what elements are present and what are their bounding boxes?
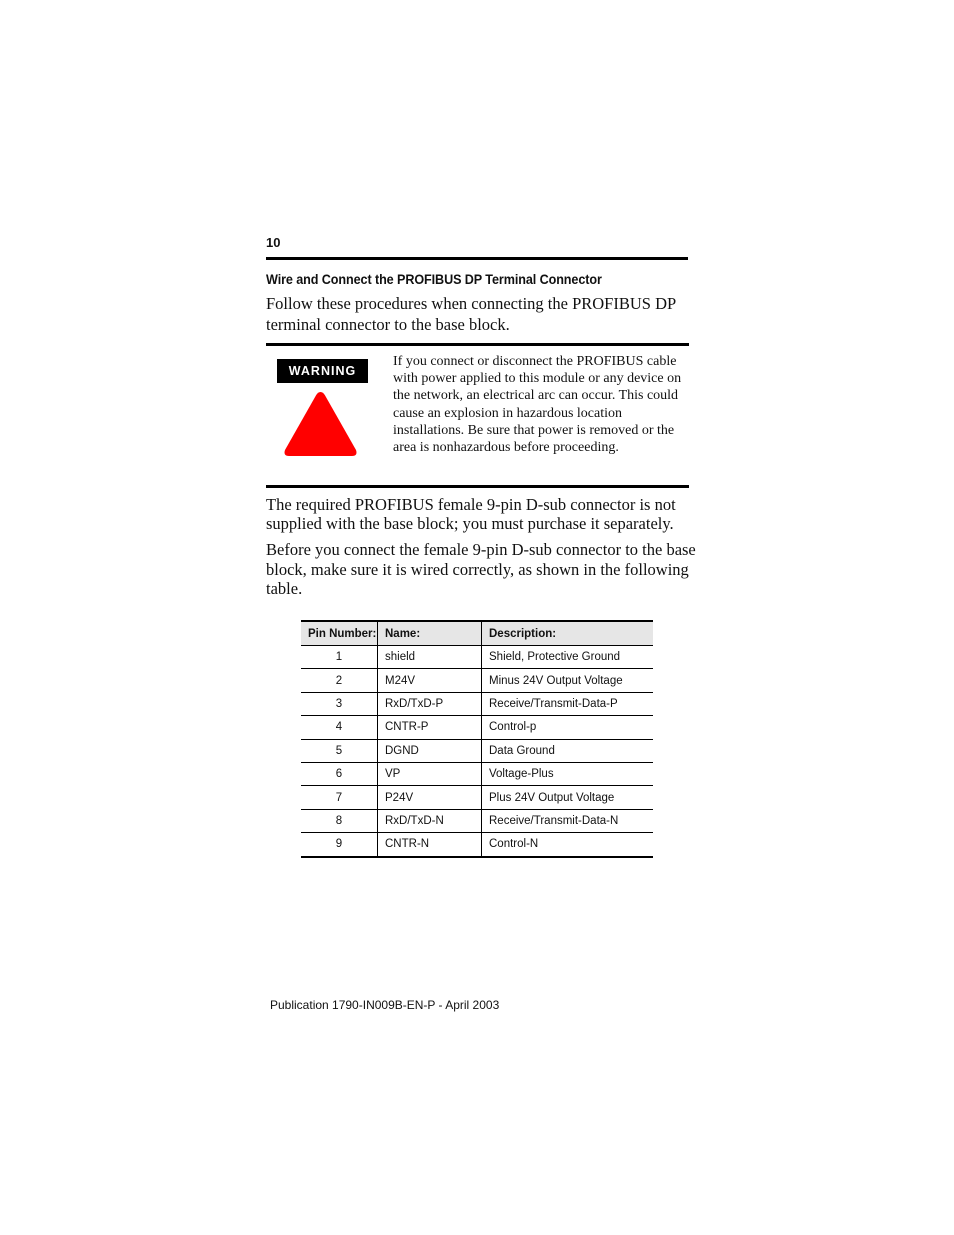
table-row (301, 762, 653, 785)
body-paragraph-2: Before you connect the female 9-pin D-sub connector to the base block, make sure it is wired correctly, as shown in the following table. (266, 540, 696, 598)
pin-number-cell: 1 (301, 646, 378, 669)
header-pin-number: Pin Number: (301, 621, 378, 646)
page-number: 10 (266, 235, 281, 250)
pin-number-cell: 3 (301, 692, 378, 715)
warning-text: If you connect or disconnect the PROFIBUS cable with power applied to this module or any device on the network, an electrical arc can occur. This could cause an explosion in hazardous location installations. Be sure that power is removed or the area is nonhazardous before proceeding. (393, 354, 682, 456)
pin-name-cell: CNTR-P (378, 716, 482, 739)
pin-description-cell: Plus 24V Output Voltage (482, 786, 654, 809)
warning-triangle-icon (282, 389, 359, 459)
pin-name-cell: CNTR-N (378, 833, 482, 857)
pin-number-cell: 2 (301, 669, 378, 692)
pin-description-cell: Data Ground (482, 739, 654, 762)
pin-name-cell: VP (378, 762, 482, 785)
section-heading: Wire and Connect the PROFIBUS DP Terminal Connector (266, 271, 602, 287)
pin-number-cell: 8 (301, 809, 378, 832)
pin-description-cell: Control-N (482, 833, 654, 857)
pin-number-cell: 5 (301, 739, 378, 762)
pin-name-cell: RxD/TxD-P (378, 692, 482, 715)
publication-footer: Publication 1790-IN009B-EN-P - April 2003 (270, 998, 500, 1012)
pin-number-cell: 6 (301, 762, 378, 785)
warning-rule-bottom (266, 485, 689, 488)
table-row (301, 786, 653, 809)
pin-table (301, 620, 653, 858)
pin-name-cell: M24V (378, 669, 482, 692)
pin-name-cell: RxD/TxD-N (378, 809, 482, 832)
pin-name-cell: shield (378, 646, 482, 669)
body-paragraph-1: The required PROFIBUS female 9-pin D-sub connector is not supplied with the base block; you must purchase it separately. (266, 495, 676, 533)
pin-description-cell: Receive/Transmit-Data-N (482, 809, 654, 832)
table-row (301, 833, 653, 857)
pin-name-cell: DGND (378, 739, 482, 762)
pin-description-cell: Voltage-Plus (482, 762, 654, 785)
header-name: Name: (378, 621, 482, 646)
table-row (301, 809, 653, 832)
table-row (301, 692, 653, 715)
pin-description-cell: Receive/Transmit-Data-P (482, 692, 654, 715)
table-row (301, 646, 653, 669)
pin-description-cell: Minus 24V Output Voltage (482, 669, 654, 692)
header-rule (266, 257, 688, 260)
header-description: Description: (482, 621, 654, 646)
pin-number-cell: 9 (301, 833, 378, 857)
table-row (301, 716, 653, 739)
pin-number-cell: 4 (301, 716, 378, 739)
table-row (301, 669, 653, 692)
table-row (301, 739, 653, 762)
pin-description-cell: Shield, Protective Ground (482, 646, 654, 669)
warning-label: WARNING (277, 359, 368, 383)
intro-paragraph: Follow these procedures when connecting the PROFIBUS DP terminal connector to the base block. (266, 294, 676, 334)
warning-rule-top (266, 343, 689, 346)
pin-name-cell: P24V (378, 786, 482, 809)
pin-number-cell: 7 (301, 786, 378, 809)
pin-description-cell: Control-p (482, 716, 654, 739)
table-header-row (301, 621, 653, 646)
